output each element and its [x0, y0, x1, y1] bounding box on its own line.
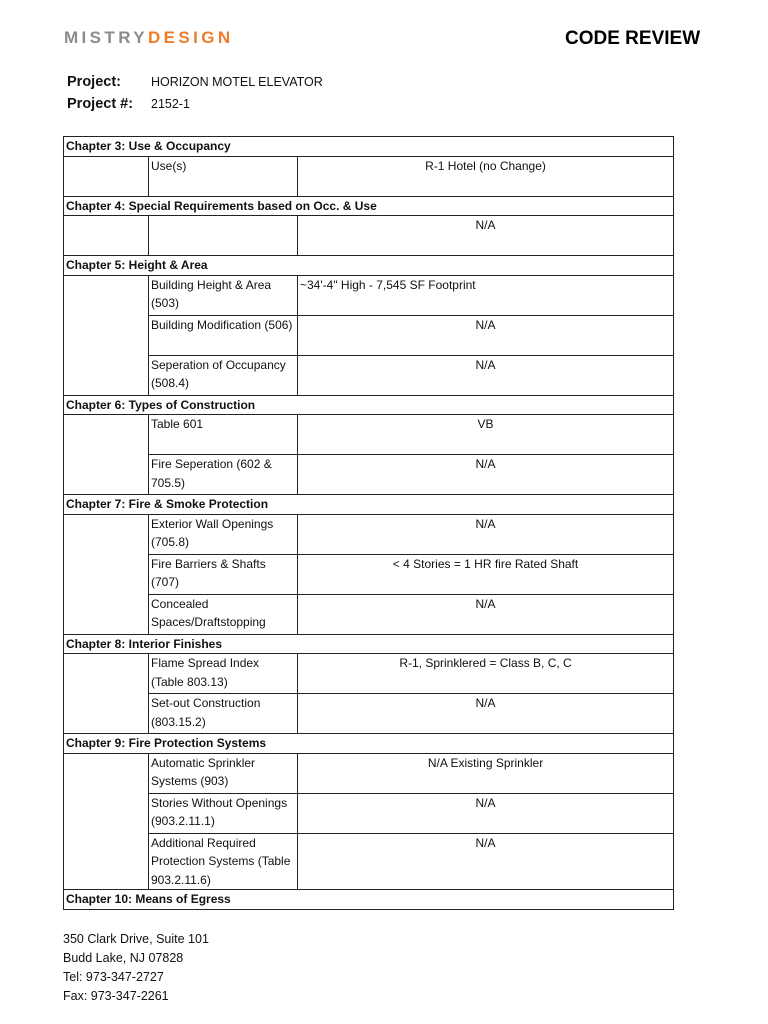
code-section-cell: Flame Spread Index (Table 803.13) — [149, 654, 298, 694]
chapter-title: Chapter 9: Fire Protection Systems — [64, 734, 674, 754]
requirement-value-cell: N/A — [298, 694, 674, 734]
requirement-value-cell: ~34'-4" High - 7,545 SF Footprint — [298, 275, 674, 315]
logo-text-design: DESIGN — [148, 28, 234, 47]
code-section-cell: Use(s) — [149, 156, 298, 196]
chapter-spacer-cell — [64, 415, 149, 495]
code-section-cell: Fire Barriers & Shafts (707) — [149, 554, 298, 594]
chapter-spacer-cell — [64, 156, 149, 196]
project-number: 2152-1 — [151, 97, 190, 111]
table-row — [64, 216, 674, 256]
chapter-header-row — [64, 256, 674, 276]
requirement-value-cell: N/A — [298, 315, 674, 355]
code-review-table — [63, 136, 674, 910]
table-row — [64, 694, 674, 734]
code-section-cell: Set-out Construction (803.15.2) — [149, 694, 298, 734]
chapter-title: Chapter 3: Use & Occupancy — [64, 137, 674, 157]
chapter-title: Chapter 10: Means of Egress — [64, 890, 674, 910]
table-row — [64, 455, 674, 495]
requirement-value-cell: N/A — [298, 833, 674, 890]
table-row — [64, 156, 674, 196]
code-section-cell: Stories Without Openings (903.2.11.1) — [149, 793, 298, 833]
chapter-title: Chapter 7: Fire & Smoke Protection — [64, 495, 674, 515]
code-section-cell: Fire Seperation (602 & 705.5) — [149, 455, 298, 495]
office-address — [63, 930, 209, 1006]
project-number-label: Project #: — [67, 96, 134, 112]
telephone: Tel: 973-347-2727 — [63, 970, 164, 984]
document-title: CODE REVIEW — [565, 28, 701, 49]
table-row — [64, 514, 674, 554]
chapter-title: Chapter 8: Interior Finishes — [64, 634, 674, 654]
code-section-cell: Building Height & Area (503) — [149, 275, 298, 315]
project-name: HORIZON MOTEL ELEVATOR — [151, 75, 323, 89]
table-row — [64, 415, 674, 455]
chapter-header-row — [64, 137, 674, 157]
chapter-header-row — [64, 734, 674, 754]
code-section-cell — [149, 216, 298, 256]
table-row — [64, 594, 674, 634]
code-section-cell: Concealed Spaces/Draftstopping — [149, 594, 298, 634]
chapter-header-row — [64, 196, 674, 216]
code-section-cell: Additional Required Protection Systems (Table 903.2.11.6) — [149, 833, 298, 890]
chapter-title: Chapter 4: Special Requirements based on Occ. & Use — [64, 196, 674, 216]
chapter-title: Chapter 6: Types of Construction — [64, 395, 674, 415]
code-section-cell: Building Modification (506) — [149, 315, 298, 355]
requirement-value-cell: N/A — [298, 455, 674, 495]
table-row — [64, 753, 674, 793]
code-review-table-body — [64, 137, 674, 910]
requirement-value-cell: N/A — [298, 514, 674, 554]
logo-text-mistry: MISTRY — [64, 28, 148, 47]
address-line-2: Budd Lake, NJ 07828 — [63, 951, 184, 965]
table-row — [64, 554, 674, 594]
code-section-cell: Seperation of Occupancy (508.4) — [149, 355, 298, 395]
table-row — [64, 275, 674, 315]
chapter-spacer-cell — [64, 275, 149, 395]
code-section-cell: Automatic Sprinkler Systems (903) — [149, 753, 298, 793]
requirement-value-cell: N/A — [298, 594, 674, 634]
requirement-value-cell: R-1 Hotel (no Change) — [298, 156, 674, 196]
table-row — [64, 793, 674, 833]
requirement-value-cell: VB — [298, 415, 674, 455]
chapter-spacer-cell — [64, 514, 149, 634]
project-label: Project: — [67, 74, 121, 90]
requirement-value-cell: N/A — [298, 793, 674, 833]
table-row — [64, 355, 674, 395]
fax: Fax: 973-347-2261 — [63, 989, 169, 1003]
chapter-header-row — [64, 890, 674, 910]
chapter-header-row — [64, 634, 674, 654]
chapter-spacer-cell — [64, 654, 149, 734]
code-section-cell: Exterior Wall Openings (705.8) — [149, 514, 298, 554]
table-row — [64, 315, 674, 355]
company-logo — [64, 28, 234, 48]
chapter-spacer-cell — [64, 753, 149, 890]
table-row — [64, 833, 674, 890]
chapter-spacer-cell — [64, 216, 149, 256]
requirement-value-cell: N/A — [298, 355, 674, 395]
table-row — [64, 654, 674, 694]
address-line-1: 350 Clark Drive, Suite 101 — [63, 932, 209, 946]
requirement-value-cell: R-1, Sprinklered = Class B, C, C — [298, 654, 674, 694]
chapter-header-row — [64, 495, 674, 515]
code-section-cell: Table 601 — [149, 415, 298, 455]
chapter-header-row — [64, 395, 674, 415]
requirement-value-cell: N/A — [298, 216, 674, 256]
requirement-value-cell: < 4 Stories = 1 HR fire Rated Shaft — [298, 554, 674, 594]
chapter-title: Chapter 5: Height & Area — [64, 256, 674, 276]
requirement-value-cell: N/A Existing Sprinkler — [298, 753, 674, 793]
